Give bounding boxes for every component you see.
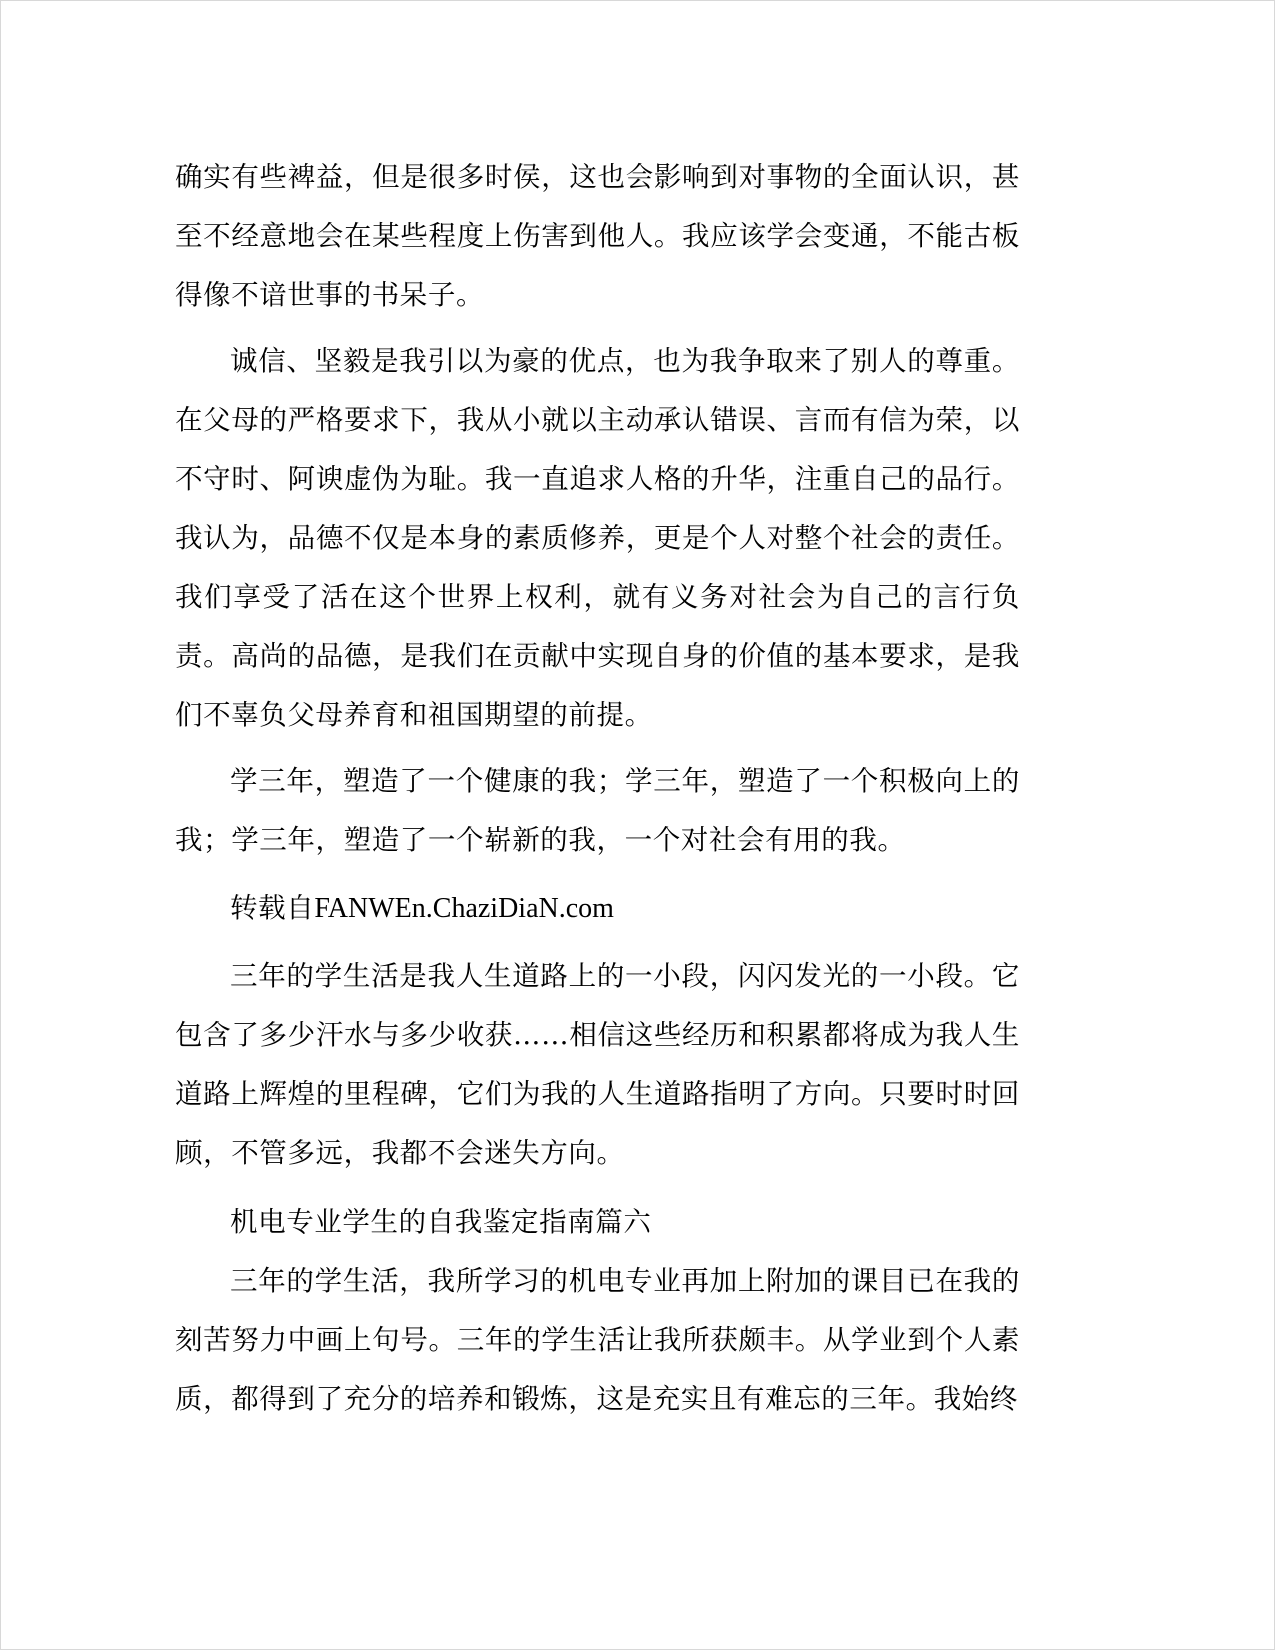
source-prefix: 转载自: [230, 892, 315, 924]
paragraph-student-life: 三年的学生活是我人生道路上的一小段，闪闪发光的一小段。它包含了多少汗水与多少收获……相信这些经历和积累都将成为我人生道路上辉煌的里程碑，它们为我的人生道路指明了方向。只要时时回顾，不管多远，我都不会迷失方向。: [175, 960, 1020, 1169]
source-attribution: [175, 879, 1020, 938]
paragraph-three-years: 学三年，塑造了一个健康的我；学三年，塑造了一个积极向上的我；学三年，塑造了一个崭新的我，一个对社会有用的我。: [175, 765, 1020, 856]
paragraph-benefit: 确实有些裨益，但是很多时侯，这也会影响到对事物的全面认识，甚至不经意地会在某些程度上伤害到他人。我应该学会变通，不能古板得像不谙世事的书呆子。: [175, 161, 1020, 311]
section-heading: 机电专业学生的自我鉴定指南篇六: [230, 1206, 652, 1238]
paragraph-mechatronics: 三年的学生活，我所学习的机电专业再加上附加的课目已在我的刻苦努力中画上句号。三年的学生活让我所获颇丰。从学业到个人素质，都得到了充分的培养和锻炼，这是充实且有难忘的三年。我始终: [175, 1265, 1020, 1415]
paragraph-integrity: 诚信、坚毅是我引以为豪的优点，也为我争取来了别人的尊重。在父母的严格要求下，我从小就以主动承认错误、言而有信为荣，以不守时、阿谀虚伪为耻。我一直追求人格的升华，注重自己的品行。我认为，品德不仅是本身的素质修养，更是个人对整个社会的责任。我们享受了活在这个世界上权利，就有义务对社会为自己的言行负责。高尚的品德，是我们在贡献中实现自身的价值的基本要求，是我们不辜负父母养育和祖国期望的前提。: [175, 345, 1020, 731]
document-body: [175, 148, 1020, 1429]
source-site: FANWEn.ChaziDiaN.com: [314, 893, 614, 924]
